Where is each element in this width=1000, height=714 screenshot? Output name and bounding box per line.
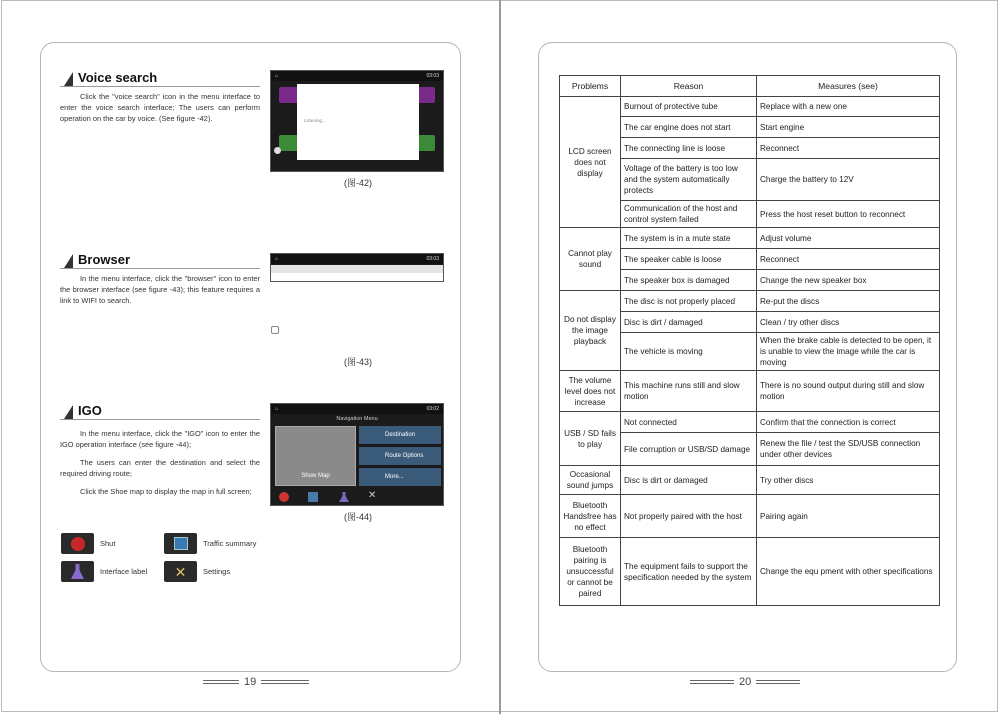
figure-43-screen bbox=[270, 253, 444, 282]
measure-cell: Charge the battery to 12V bbox=[757, 159, 940, 201]
igo-text-2: The users can enter the destination and select the required driving route; bbox=[60, 458, 260, 478]
voice-search-title: Voice search bbox=[78, 70, 158, 85]
page-spine bbox=[499, 0, 501, 714]
traffic-icon[interactable] bbox=[308, 492, 318, 502]
reason-cell: The equipment fails to support the specification needed by the system bbox=[621, 538, 757, 606]
reason-cell: The car engine does not start bbox=[621, 117, 757, 138]
browser-address-bar[interactable] bbox=[271, 273, 443, 281]
heading-marker-icon bbox=[64, 72, 73, 86]
more-button[interactable] bbox=[359, 468, 441, 486]
table-row bbox=[560, 495, 940, 538]
reason-cell: The connecting line is loose bbox=[621, 138, 757, 159]
measure-cell: Reconnect bbox=[757, 249, 940, 270]
table-row bbox=[560, 538, 940, 606]
tools-icon: ✕ bbox=[164, 561, 197, 582]
status-bar: ⌂ 03:03 bbox=[271, 254, 443, 264]
legend-interface bbox=[61, 561, 147, 582]
problem-cell: Cannot play sound bbox=[560, 228, 621, 291]
heading-marker-icon bbox=[64, 254, 73, 268]
page-number-20 bbox=[690, 676, 800, 688]
browser-section bbox=[60, 253, 260, 306]
page-number-text: 19 bbox=[244, 676, 257, 688]
side-dot bbox=[274, 147, 281, 154]
status-time: 03:02 bbox=[426, 406, 439, 412]
reason-cell: Disc is dirt / damaged bbox=[621, 312, 757, 333]
header-measures: Measures (see) bbox=[757, 76, 940, 97]
measure-cell: Confirm that the connection is correct bbox=[757, 412, 940, 433]
problem-cell: Bluetooth Handsfree has no effect bbox=[560, 495, 621, 538]
table-row bbox=[560, 291, 940, 312]
measure-cell: Start engine bbox=[757, 117, 940, 138]
measure-cell: When the brake cable is detected to be open, it is unable to view the image while the car is moving bbox=[757, 333, 940, 371]
power-icon bbox=[61, 533, 94, 554]
reason-cell: Communication of the host and control system failed bbox=[621, 201, 757, 228]
measure-cell: Re-put the discs bbox=[757, 291, 940, 312]
figure-42-screen bbox=[270, 70, 444, 172]
heading-marker-icon bbox=[64, 405, 73, 419]
legend-label: Traffic summary bbox=[203, 539, 257, 548]
section-heading bbox=[60, 71, 260, 87]
section-heading bbox=[60, 404, 260, 420]
voice-search-section bbox=[60, 71, 260, 124]
page-number-text: 20 bbox=[739, 676, 752, 688]
app-tile bbox=[279, 135, 299, 151]
legend-label: Interface label bbox=[100, 567, 148, 576]
header-reason: Reason bbox=[621, 76, 757, 97]
section-heading bbox=[60, 253, 260, 269]
reason-cell: Disc is dirt or damaged bbox=[621, 466, 757, 495]
route-options-label: Route Options bbox=[385, 453, 424, 459]
more-label: More... bbox=[385, 474, 404, 480]
measure-cell: Try other discs bbox=[757, 466, 940, 495]
table-header-row bbox=[560, 76, 940, 97]
show-map-button[interactable] bbox=[275, 426, 356, 486]
table-row bbox=[560, 97, 940, 117]
measure-cell: Press the host reset button to reconnect bbox=[757, 201, 940, 228]
legend-shut bbox=[61, 533, 115, 554]
power-icon[interactable] bbox=[279, 492, 289, 502]
reason-cell: The system is in a mute state bbox=[621, 228, 757, 249]
reason-cell: This machine runs still and slow motion bbox=[621, 371, 757, 412]
reason-cell: Not properly paired with the host bbox=[621, 495, 757, 538]
header-problems: Problems bbox=[560, 76, 621, 97]
problem-cell: USB / SD fails to play bbox=[560, 412, 621, 466]
broken-image-icon bbox=[271, 326, 279, 334]
legend-label: Settings bbox=[203, 567, 231, 576]
figure-43-caption: (图-43) bbox=[344, 357, 373, 367]
table-row bbox=[560, 466, 940, 495]
problem-cell: LCD screen does not display bbox=[560, 97, 621, 228]
measure-cell: Renew the file / test the SD/USB connection under other devices bbox=[757, 433, 940, 466]
reason-cell: The speaker box is damaged bbox=[621, 270, 757, 291]
measure-cell: There is no sound output during still and slow motion bbox=[757, 371, 940, 412]
measure-cell: Replace with a new one bbox=[757, 97, 940, 117]
tools-icon[interactable]: ✕ bbox=[368, 490, 377, 501]
browser-text: In the menu interface, click the "browser" icon to enter the browser interface (see figure -43); this feature requires a link to WIFI to search. bbox=[60, 274, 260, 305]
flask-icon bbox=[61, 561, 94, 582]
problem-cell: The volume level does not increase bbox=[560, 371, 621, 412]
problem-cell: Occasional sound jumps bbox=[560, 466, 621, 495]
problem-cell: Bluetooth pairing is unsuccessful or cannot be paired bbox=[560, 538, 621, 606]
status-time: 03:03 bbox=[426, 256, 439, 262]
measure-cell: Clean / try other discs bbox=[757, 312, 940, 333]
status-bar: ⌂ 03:03 bbox=[271, 71, 443, 81]
figure-42-caption: (图-42) bbox=[344, 178, 373, 188]
problem-cell: Do not display the image playback bbox=[560, 291, 621, 371]
legend-label: Shut bbox=[100, 539, 116, 548]
table-body bbox=[560, 97, 940, 606]
table-row bbox=[560, 228, 940, 249]
reason-cell: The vehicle is moving bbox=[621, 333, 757, 371]
status-time: 03:03 bbox=[426, 73, 439, 79]
troubleshooting-table bbox=[559, 75, 940, 606]
table-row bbox=[560, 412, 940, 433]
measure-cell: Change the new speaker box bbox=[757, 270, 940, 291]
igo-text-1: In the menu interface, click the "IGO" icon to enter the IGO operation interface (see figure -44); bbox=[60, 429, 260, 449]
voice-search-text: Click the "voice search" icon in the menu interface to enter the voice search interface; The users can perform operation on the car by voice. (See figure -42). bbox=[60, 92, 260, 123]
listening-text: Listening... bbox=[304, 118, 326, 123]
figure-44-caption: (图-44) bbox=[344, 512, 373, 522]
reason-cell: The speaker cable is loose bbox=[621, 249, 757, 270]
table-row bbox=[560, 371, 940, 412]
measure-cell: Reconnect bbox=[757, 138, 940, 159]
page-number-19 bbox=[203, 676, 309, 688]
show-map-label: Show Map bbox=[301, 473, 330, 479]
browser-title: Browser bbox=[78, 252, 131, 267]
reason-cell: Voltage of the battery is too low and the system automatically protects bbox=[621, 159, 757, 201]
destination-button[interactable] bbox=[359, 426, 441, 444]
voice-dialog bbox=[297, 84, 419, 160]
reason-cell: Burnout of protective tube bbox=[621, 97, 757, 117]
destination-label: Destination bbox=[385, 432, 416, 438]
igo-section bbox=[60, 404, 260, 497]
app-tile bbox=[279, 87, 299, 103]
legend-settings bbox=[164, 561, 230, 582]
legend-traffic bbox=[164, 533, 256, 554]
flask-icon[interactable] bbox=[339, 492, 349, 502]
browser-tab-bar bbox=[271, 265, 443, 273]
reason-cell: The disc is not properly placed bbox=[621, 291, 757, 312]
measure-cell: Adjust volume bbox=[757, 228, 940, 249]
igo-text-3: Click the Shoe map to display the map in full screen; bbox=[80, 487, 252, 496]
route-options-button[interactable] bbox=[359, 447, 441, 465]
igo-title: IGO bbox=[78, 403, 102, 418]
nav-menu-title: Navigation Menu bbox=[336, 416, 378, 422]
figure-44-screen bbox=[270, 403, 444, 506]
reason-cell: File corruption or USB/SD damage bbox=[621, 433, 757, 466]
status-bar: ⌂ 03:02 bbox=[271, 404, 443, 414]
reason-cell: Not connected bbox=[621, 412, 757, 433]
measure-cell: Change the equ pment with other specifications bbox=[757, 538, 940, 606]
measure-cell: Pairing again bbox=[757, 495, 940, 538]
traffic-icon bbox=[164, 533, 197, 554]
